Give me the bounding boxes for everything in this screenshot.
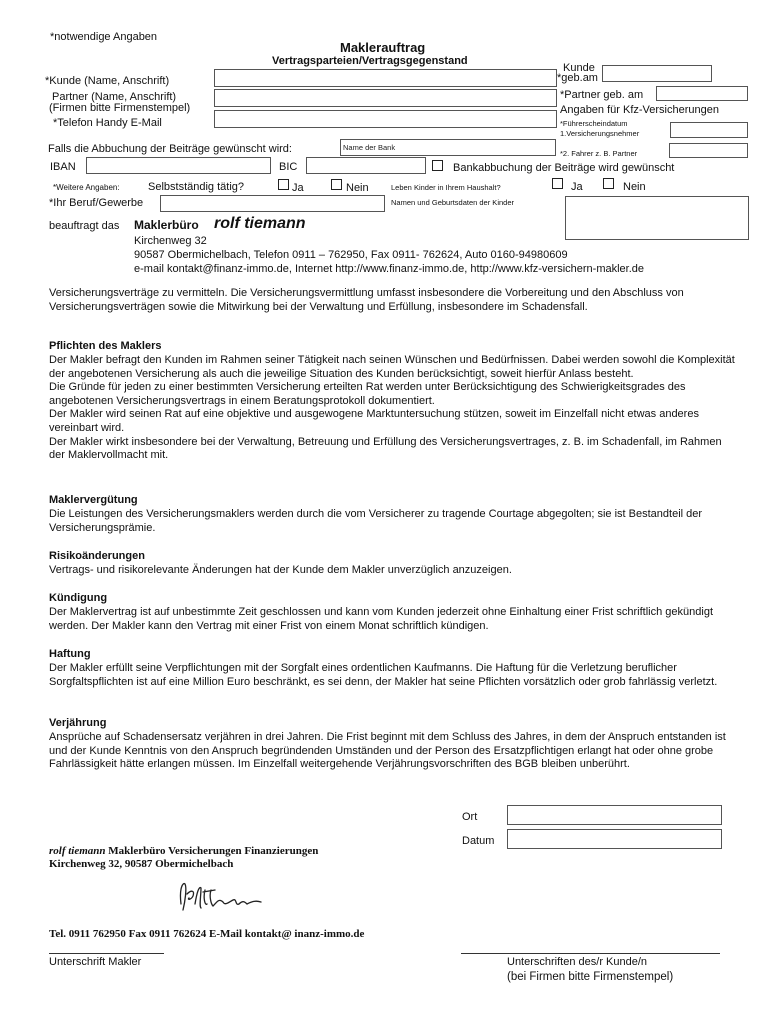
kinder-ja-label: Ja [571,181,583,193]
haftung-title: Haftung [49,648,91,660]
footer-tel-line: Tel. 0911 762950 Fax 0911 762624 E-Mail kontakt@ inanz-immo.de [49,928,365,940]
kunde-signature-line [461,953,720,954]
intro-text: Versicherungsverträge zu vermitteln. Die Versicherungsvermittlung umfasst insbesondere die Vorbereitung und den Abschluss von Versicherungsverträgen sowie die Mitwirkung bei der Verwaltung und Erfüllung, insbesondere im Schadensfall. [49,287,684,313]
pflichten-title: Pflichten des Maklers [49,340,162,352]
kunde-geb-input[interactable] [602,65,712,82]
pflichten-para-1: Der Makler befragt den Kunden im Rahmen seiner Tätigkeit nach seinen Wünschen und Bedürfnissen. Dabei werden sowohl die Komplexität der angebotenen Versicherung als auch die jeweilige Situation des Kunden berücksichtigt, soweit hierfür Anlass besteht. [49,354,735,380]
ort-input[interactable] [507,805,722,825]
bank-name-placeholder: Name der Bank [343,143,396,152]
partner-geb-label: *Partner geb. am [560,89,644,101]
bankabbuchung-label: Bankabbuchung der Beiträge wird gewünscht [453,162,675,174]
partner-label: Partner (Name, Anschrift) [52,91,177,103]
kfz-heading: Angaben für Kfz-Versicherungen [560,104,719,116]
selbststaendig-ja-checkbox[interactable] [278,179,289,190]
haftung-text: Der Makler erfüllt seine Verpflichtungen mit der Sorgfalt eines ordentlichen Kaufmanns. Die Haftung für die Verletzung beruflicher Sorgfaltspflichten ist auf eine Million Euro beschränkt, es sei denn, der Makler hat seine Pflichten vorsätzlich oder grob fahrlässig verletzt. [49,662,718,688]
fuehrerschein-label-2: 1.Versicherungsnehmer [560,129,640,138]
page-subtitle: Vertragsparteien/Vertragsgegenstand [272,55,468,67]
iban-label: IBAN [50,161,76,173]
broker-name: rolf tiemann [214,215,306,232]
beruf-input[interactable] [160,195,385,212]
partner-label-note: (Firmen bitte Firmenstempel) [49,102,191,114]
ort-label: Ort [462,811,478,823]
kinder-nein-label: Nein [623,181,646,193]
fuehrerschein-label: *Führerscheindatum [560,119,628,128]
broker-name-prefix: Maklerbüro [134,218,199,232]
kinder-ja-checkbox[interactable] [552,178,563,189]
fuehrerschein-input[interactable] [670,122,748,138]
kunde-geb-label: Kunde [563,62,595,74]
kinder-nein-checkbox[interactable] [603,178,614,189]
kuendigung-title: Kündigung [49,592,108,604]
bankabbuchung-checkbox[interactable] [432,160,443,171]
broker-signature [175,876,265,916]
telefon-input[interactable] [214,110,557,128]
unterschrift-kunde-label: Unterschriften des/r Kunde/n [507,956,648,968]
broker-web: e-mail kontakt@finanz-immo.de, Internet http://www.finanz-immo.de, http://www.kfz-versichern-makler.de [134,263,645,275]
footer-broker-text: Maklerbüro Versicherungen Finanzierungen [108,845,319,857]
abbuchung-label: Falls die Abbuchung der Beiträge gewünscht wird: [48,143,292,155]
fahrer2-input[interactable] [669,143,748,158]
kinder-namen-input[interactable] [565,196,749,240]
selbststaendig-nein-label: Nein [346,182,369,194]
kunde-geb-label-2: *geb.am [557,72,598,84]
bic-input[interactable] [306,157,426,174]
verjaehrung-text: Ansprüche auf Schadensersatz verjähren in drei Jahren. Die Frist beginnt mit dem Schluss des Jahres, in dem der Anspruch entstanden ist und der Kunde Kenntnis von den Anspruch begründenden Umständen und der Person des Ersatzpflichtigen erlangt hat oder ohne grobe Fahrlässigkeit hätte erlangen müssen. Im Einzelfall weitergehende Verjährungsvorschriften des BGB bleiben unberührt. [49,731,726,771]
kunde-input[interactable] [214,69,557,87]
selbststaendig-nein-checkbox[interactable] [331,179,342,190]
fahrer2-label: *2. Fahrer z. B. Partner [560,149,638,158]
selbststaendig-ja-label: Ja [292,182,304,194]
broker-street: Kirchenweg 32 [134,235,207,247]
telefon-label: *Telefon Handy E-Mail [53,117,162,129]
verguetung-text: Die Leistungen des Versicherungsmaklers werden durch die vom Versicherer zu tragende Courtage abgegolten; sie ist Bestandteil der Versicherungsprämie. [49,508,703,534]
datum-input[interactable] [507,829,722,849]
risiko-title: Risikoänderungen [49,550,145,562]
weitere-label: *Weitere Angaben: [53,183,120,192]
risiko-text: Vertrags- und risikorelevante Änderungen hat der Kunde dem Makler unverzüglich anzuzeigen. [49,564,512,576]
kinder-label: Leben Kinder in Ihrem Haushalt? [391,183,501,192]
broker-contact: 90587 Obermichelbach, Telefon 0911 – 762950, Fax 0911- 762624, Auto 0160-94980609 [134,249,568,261]
kunde-label: *Kunde (Name, Anschrift) [45,75,170,87]
signature-icon [175,876,265,916]
page-title: Maklerauftrag [340,40,426,55]
verjaehrung-title: Verjährung [49,717,107,729]
partner-input[interactable] [214,89,557,107]
selbststaendig-label: Selbstständig tätig? [148,181,245,193]
pflichten-para-3: Der Makler wird seinen Rat auf eine objektive und ausgewogene Marktuntersuchung stützen, soweit im Einzelfall nicht etwas anderes vereinbart wird. [49,408,699,434]
pflichten-text [49,354,739,463]
beruf-label: *Ihr Beruf/Gewerbe [49,197,144,209]
partner-geb-input[interactable] [656,86,748,101]
datum-label: Datum [462,835,495,847]
kuendigung-text: Der Maklervertrag ist auf unbestimmte Zeit geschlossen und kann vom Kunden jederzeit ohne Einhaltung einer Frist schriftlich gekündigt werden. Der Makler kann den Vertrag mit einer Frist von einem Monat schriftlich kündigen. [49,606,714,632]
pflichten-para-4: Der Makler wirkt insbesondere bei der Verwaltung, Betreuung und Erfüllung des Versicherungsvertrages, z. B. im Schadenfall, im Rahmen der Maklervollmacht mit. [49,435,722,462]
footer-broker-italic: rolf tiemann [49,845,106,857]
verguetung-title: Maklervergütung [49,494,138,506]
firmenstempel-label: (bei Firmen bitte Firmenstempel) [507,971,674,983]
bic-label: BIC [279,161,298,173]
footer-broker-line [49,845,318,857]
makler-signature-line [49,953,164,954]
pflichten-para-2: Die Gründe für jeden zu einer bestimmten Versicherung erteilten Rat werden unter Berücksichtigung des Schwierigkeitsgrades des angebotenen Versicherungsvertrags in einem Beratungsprotokoll dokumentiert. [49,381,686,407]
required-note: *notwendige Angaben [50,31,158,43]
kinder-namen-label: Namen und Geburtsdaten der Kinder [391,198,514,207]
unterschrift-makler-label: Unterschrift Makler [49,956,142,968]
bank-name-input[interactable] [340,139,556,156]
footer-broker-address: Kirchenweg 32, 90587 Obermichelbach [49,858,234,870]
iban-input[interactable] [86,157,271,174]
beauftragt-label: beauftragt das [49,220,120,232]
